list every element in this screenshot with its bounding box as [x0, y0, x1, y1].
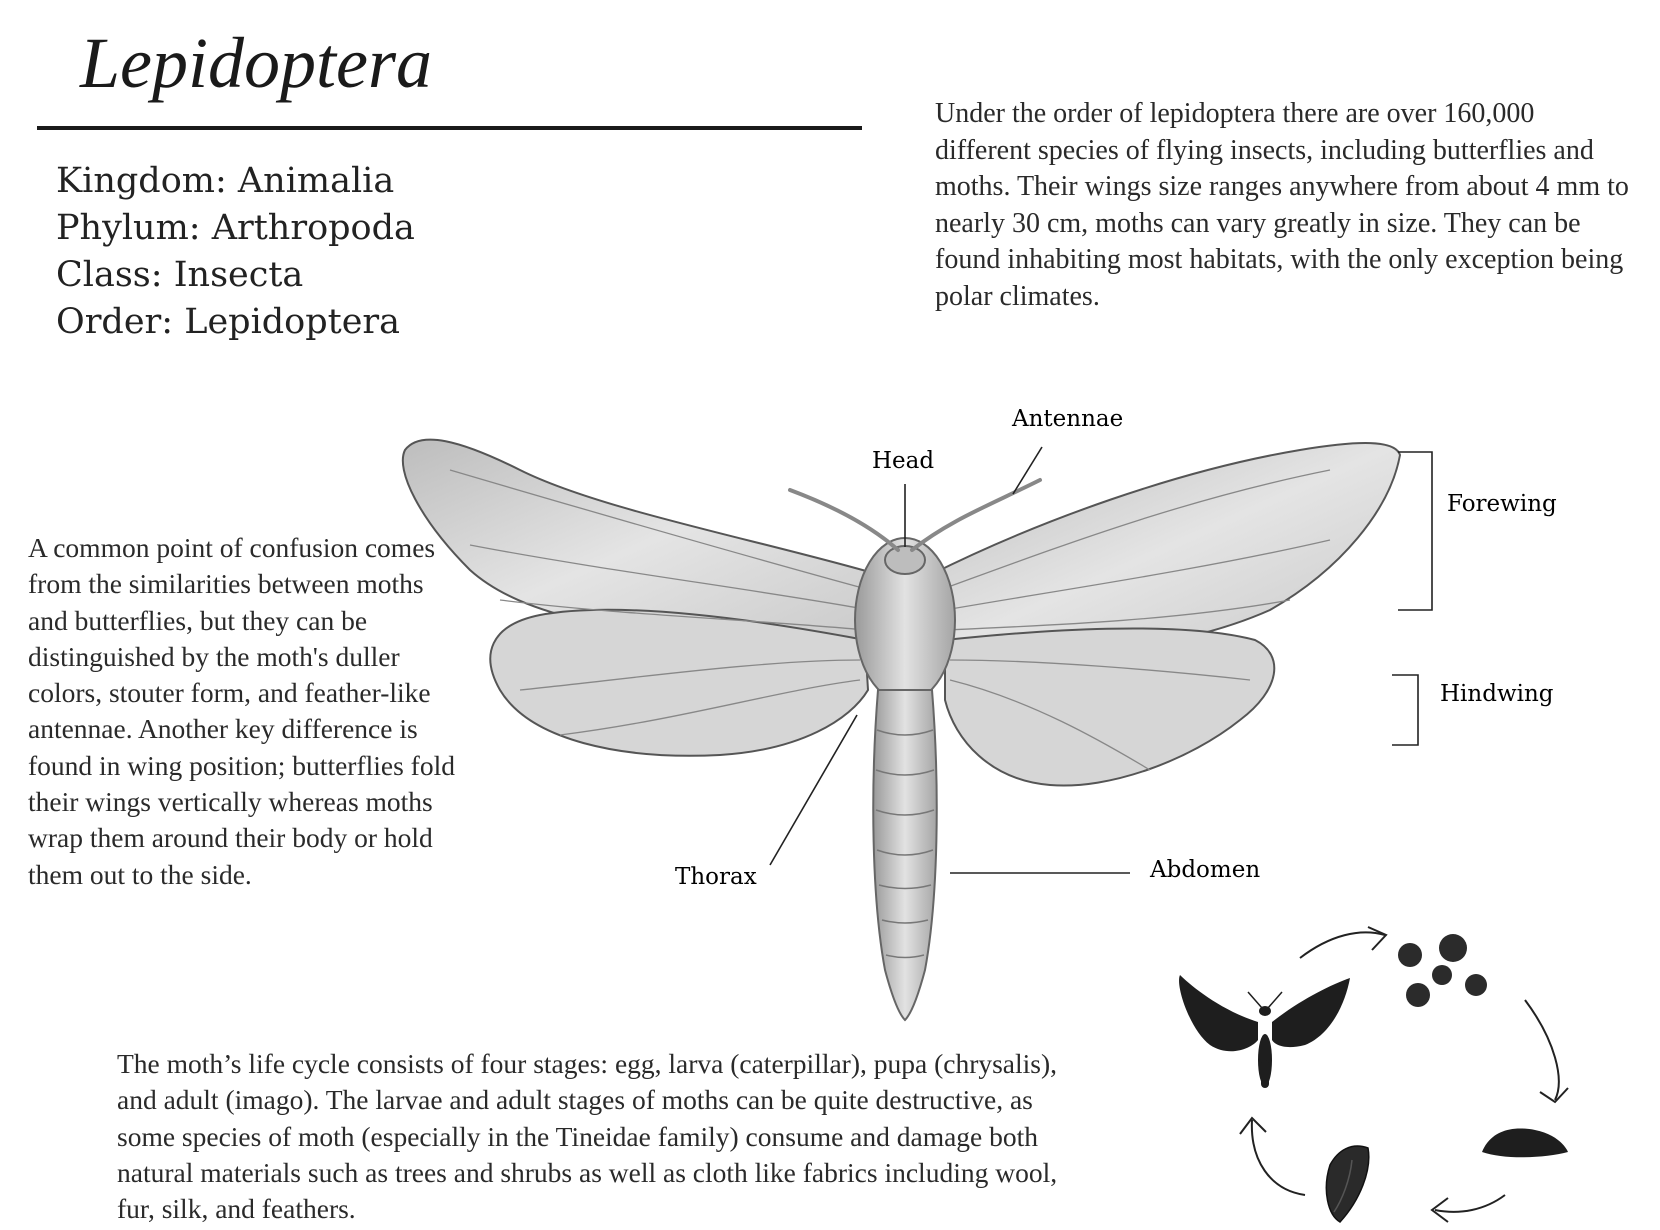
cycle-arrows — [1240, 927, 1568, 1222]
right-forewing — [930, 443, 1400, 654]
egg-icons — [1398, 934, 1487, 1007]
label-abdomen: Abdomen — [1150, 857, 1261, 883]
moth-illustration — [403, 440, 1400, 1020]
label-thorax: Thorax — [675, 864, 757, 890]
lifecycle-paragraph: The moth’s life cycle consists of four stages: egg, larva (caterpillar), pupa (chrysalis), and adult (imago). The larvae and adult stages of moths can be quite destructive, as some species of moth (especially in the Tineidae family) consume and damage both natural materials such as trees and shrubs as well as cloth like fabrics including wool, fur, silk, and feathers. — [117, 1048, 1058, 1225]
intro-paragraph: Under the order of lepidoptera there are over 160,000 different species of flying insects, including butterflies and moths. Their wings size ranges anywhere from about 4 mm to nearly 30 cm, moths can vary greatly in size. They can be found inhabiting most habitats, with the only exception being polar climates. — [935, 98, 1629, 312]
adult-moth-icon — [1179, 975, 1350, 1088]
taxonomy-rank: Phylum: — [56, 208, 201, 248]
page-title: Lepidoptera — [80, 23, 432, 103]
label-head: Head — [872, 448, 935, 474]
left-hindwing — [490, 610, 868, 756]
head-body — [885, 546, 925, 574]
right-hindwing — [945, 628, 1274, 785]
hindwing-bracket — [1392, 675, 1418, 745]
confusion-paragraph: A common point of confusion comes from the similarities between moths and butterflies, but they can be distinguished by the moth's duller colors, stouter form, and feather-like antennae. Another key difference is found in wing position; butterflies fold their wings vertically whereas moths wrap them around their body or hold them out to the side. — [28, 532, 455, 890]
taxonomy-rank: Kingdom: — [56, 161, 227, 201]
left-antenna — [790, 490, 898, 550]
larva-icon — [1482, 1128, 1568, 1157]
label-antennae: Antennae — [1012, 406, 1124, 432]
label-forewing: Forewing — [1447, 491, 1557, 517]
taxonomy-value: Arthropoda — [211, 208, 415, 248]
taxonomy-value: Insecta — [173, 255, 304, 295]
lifecycle-diagram — [1179, 927, 1568, 1222]
taxonomy-rank: Order: — [56, 302, 174, 342]
label-hindwing: Hindwing — [1440, 681, 1554, 707]
forewing-bracket — [1398, 452, 1432, 610]
taxonomy-value: Lepidoptera — [184, 302, 401, 342]
taxonomy-value: Animalia — [237, 161, 395, 201]
taxonomy-rank: Class: — [56, 255, 163, 295]
